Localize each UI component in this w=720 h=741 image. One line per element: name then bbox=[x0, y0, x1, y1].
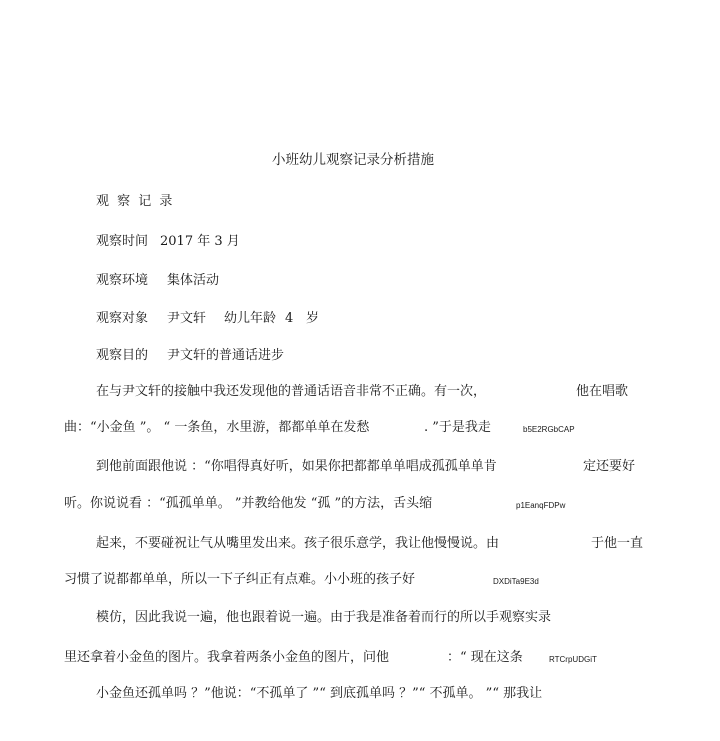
code-mark-4: RTCrpUDGiT bbox=[549, 655, 597, 664]
body-line-5b: 于他一直 bbox=[591, 536, 644, 551]
age-label: 幼儿年龄 bbox=[224, 311, 277, 326]
env-label: 观察环境 bbox=[96, 273, 149, 288]
body-line-8a: 里还拿着小金鱼的图片。我拿着两条小金鱼的图片，问他 bbox=[64, 650, 390, 665]
time-value: 2017 年 3 月 bbox=[160, 234, 240, 249]
record-heading: 观 察 记 录 bbox=[96, 194, 175, 209]
body-line-1b: 他在唱歌 bbox=[576, 384, 629, 399]
subject-value: 尹文轩 bbox=[167, 311, 207, 326]
subject-label: 观察对象 bbox=[96, 311, 149, 326]
purpose-value: 尹文轩的普通话进步 bbox=[167, 348, 285, 363]
body-line-2a: 曲：“小金鱼 ”。 “ 一条鱼，水里游，都都单单在发愁 bbox=[64, 420, 370, 435]
body-line-3a: 到他前面跟他说 ：“你唱得真好听，如果你把都都单单唱成孤孤单单肯 bbox=[96, 459, 497, 474]
code-mark-1: b5E2RGbCAP bbox=[523, 425, 575, 434]
purpose-label: 观察目的 bbox=[96, 348, 149, 363]
code-mark-2: p1EanqFDPw bbox=[516, 501, 566, 510]
body-line-7a: 模仿，因此我说一遍，他也跟着说一遍。由于我是准备着而行的所以手观察实录 bbox=[96, 610, 552, 625]
age-value: 4 bbox=[285, 311, 294, 326]
body-line-9a: 小金鱼还孤单吗 ？”他说：“不孤单了 ”“ 到底孤单吗 ？”“ 不孤单。 ”“ 那我让 bbox=[96, 686, 543, 701]
body-line-1a: 在与尹文轩的接触中我还发现他的普通话语音非常不正确。有一次， bbox=[96, 384, 487, 399]
age-unit: 岁 bbox=[306, 311, 320, 326]
body-line-2b: . ”于是我走 bbox=[424, 420, 491, 435]
body-line-6a: 习惯了说都都单单，所以一下子纠正有点难。小小班的孩子好 bbox=[64, 572, 416, 587]
env-value: 集体活动 bbox=[167, 273, 220, 288]
code-mark-3: DXDiTa9E3d bbox=[493, 577, 539, 586]
time-label: 观察时间 bbox=[96, 234, 149, 249]
body-line-4a: 听。你说说看 ：“孤孤单单。 ”并教给他发 “孤 ”的方法，舌头缩 bbox=[64, 496, 433, 511]
body-line-3b: 定还要好 bbox=[583, 459, 636, 474]
body-line-5a: 起来，不要碰祝让气从嘴里发出来。孩子很乐意学，我让他慢慢说。由 bbox=[96, 536, 500, 551]
body-line-8b: ：“ 现在这条 bbox=[447, 650, 523, 665]
document-title: 小班幼儿观察记录分析措施 bbox=[272, 152, 434, 168]
